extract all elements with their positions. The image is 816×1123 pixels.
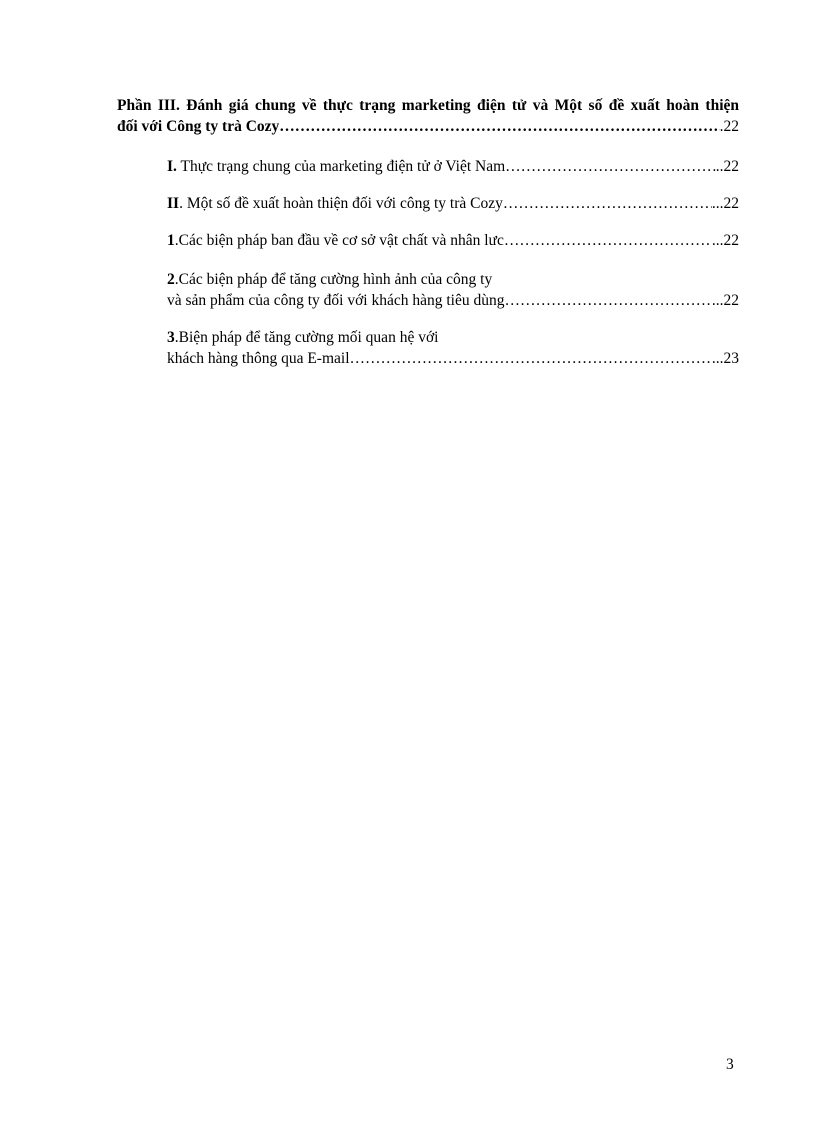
section-title: .Biện pháp để tăng cường mối quan hệ với bbox=[174, 329, 439, 346]
toc-page-number: ..22 bbox=[715, 158, 739, 175]
toc-entry-line bbox=[167, 230, 739, 251]
section-title: .Các biện pháp để tăng cường hình ảnh của công ty bbox=[174, 271, 493, 288]
toc-page-number: ...22 bbox=[711, 232, 739, 249]
leader-dots bbox=[505, 156, 716, 177]
part-title-line-2 bbox=[117, 116, 739, 137]
section-title-continuation: và sản phẩm của công ty đối với khách hàng tiêu dùng bbox=[167, 292, 505, 309]
leader-dots bbox=[503, 193, 712, 214]
section-marker: 3 bbox=[167, 329, 175, 346]
section-title: . Một số đề xuất hoàn thiện đối với công ty trà Cozy bbox=[179, 195, 503, 212]
page-number: 3 bbox=[726, 1056, 734, 1073]
leader-dots bbox=[505, 290, 712, 311]
toc-entry-first-line bbox=[167, 327, 739, 348]
section-marker: II bbox=[167, 195, 180, 212]
part-title-line-1: Phần III. Đánh giá chung về thực trạng marketing điện tử và Một số đề xuất hoàn thiện bbox=[117, 97, 739, 114]
toc-page-number: .22 bbox=[719, 118, 739, 135]
part-title-continuation: đối với Công ty trà Cozy… bbox=[117, 118, 295, 135]
section-title-continuation: khách hàng thông qua E-mail bbox=[167, 350, 350, 367]
toc-page-number: ...23 bbox=[711, 350, 739, 367]
toc-entry-subsection-1 bbox=[167, 230, 739, 251]
toc-entry-subsection-2 bbox=[167, 269, 739, 311]
toc-entry-label bbox=[167, 193, 503, 214]
leader-dots bbox=[350, 348, 712, 369]
toc-page-number: ...22 bbox=[711, 292, 739, 309]
toc-entry-label bbox=[167, 156, 505, 177]
toc-entry-subsection-3 bbox=[167, 327, 739, 369]
toc-entry-section-1 bbox=[167, 156, 739, 177]
toc-entry-line bbox=[167, 193, 739, 214]
section-title: Thực trạng chung của marketing điện tử ở Việt Nam bbox=[176, 158, 506, 175]
toc-part-three bbox=[117, 95, 739, 137]
section-title: .Các biện pháp ban đầu về cơ sở vật chất và nhân lưc bbox=[174, 232, 504, 249]
leader-dots bbox=[295, 116, 720, 137]
section-marker: 2 bbox=[167, 271, 175, 288]
toc-entry-first-line bbox=[167, 269, 739, 290]
toc-entry-line bbox=[167, 290, 739, 311]
section-marker: I. bbox=[167, 158, 177, 175]
toc-entry-label bbox=[167, 230, 504, 251]
toc-entry-line bbox=[167, 348, 739, 369]
toc-page-number: ...22 bbox=[711, 195, 739, 212]
section-marker: 1 bbox=[167, 232, 175, 249]
toc-entry-line bbox=[167, 156, 739, 177]
leader-dots bbox=[504, 230, 712, 251]
toc-entry-section-2 bbox=[167, 193, 739, 214]
